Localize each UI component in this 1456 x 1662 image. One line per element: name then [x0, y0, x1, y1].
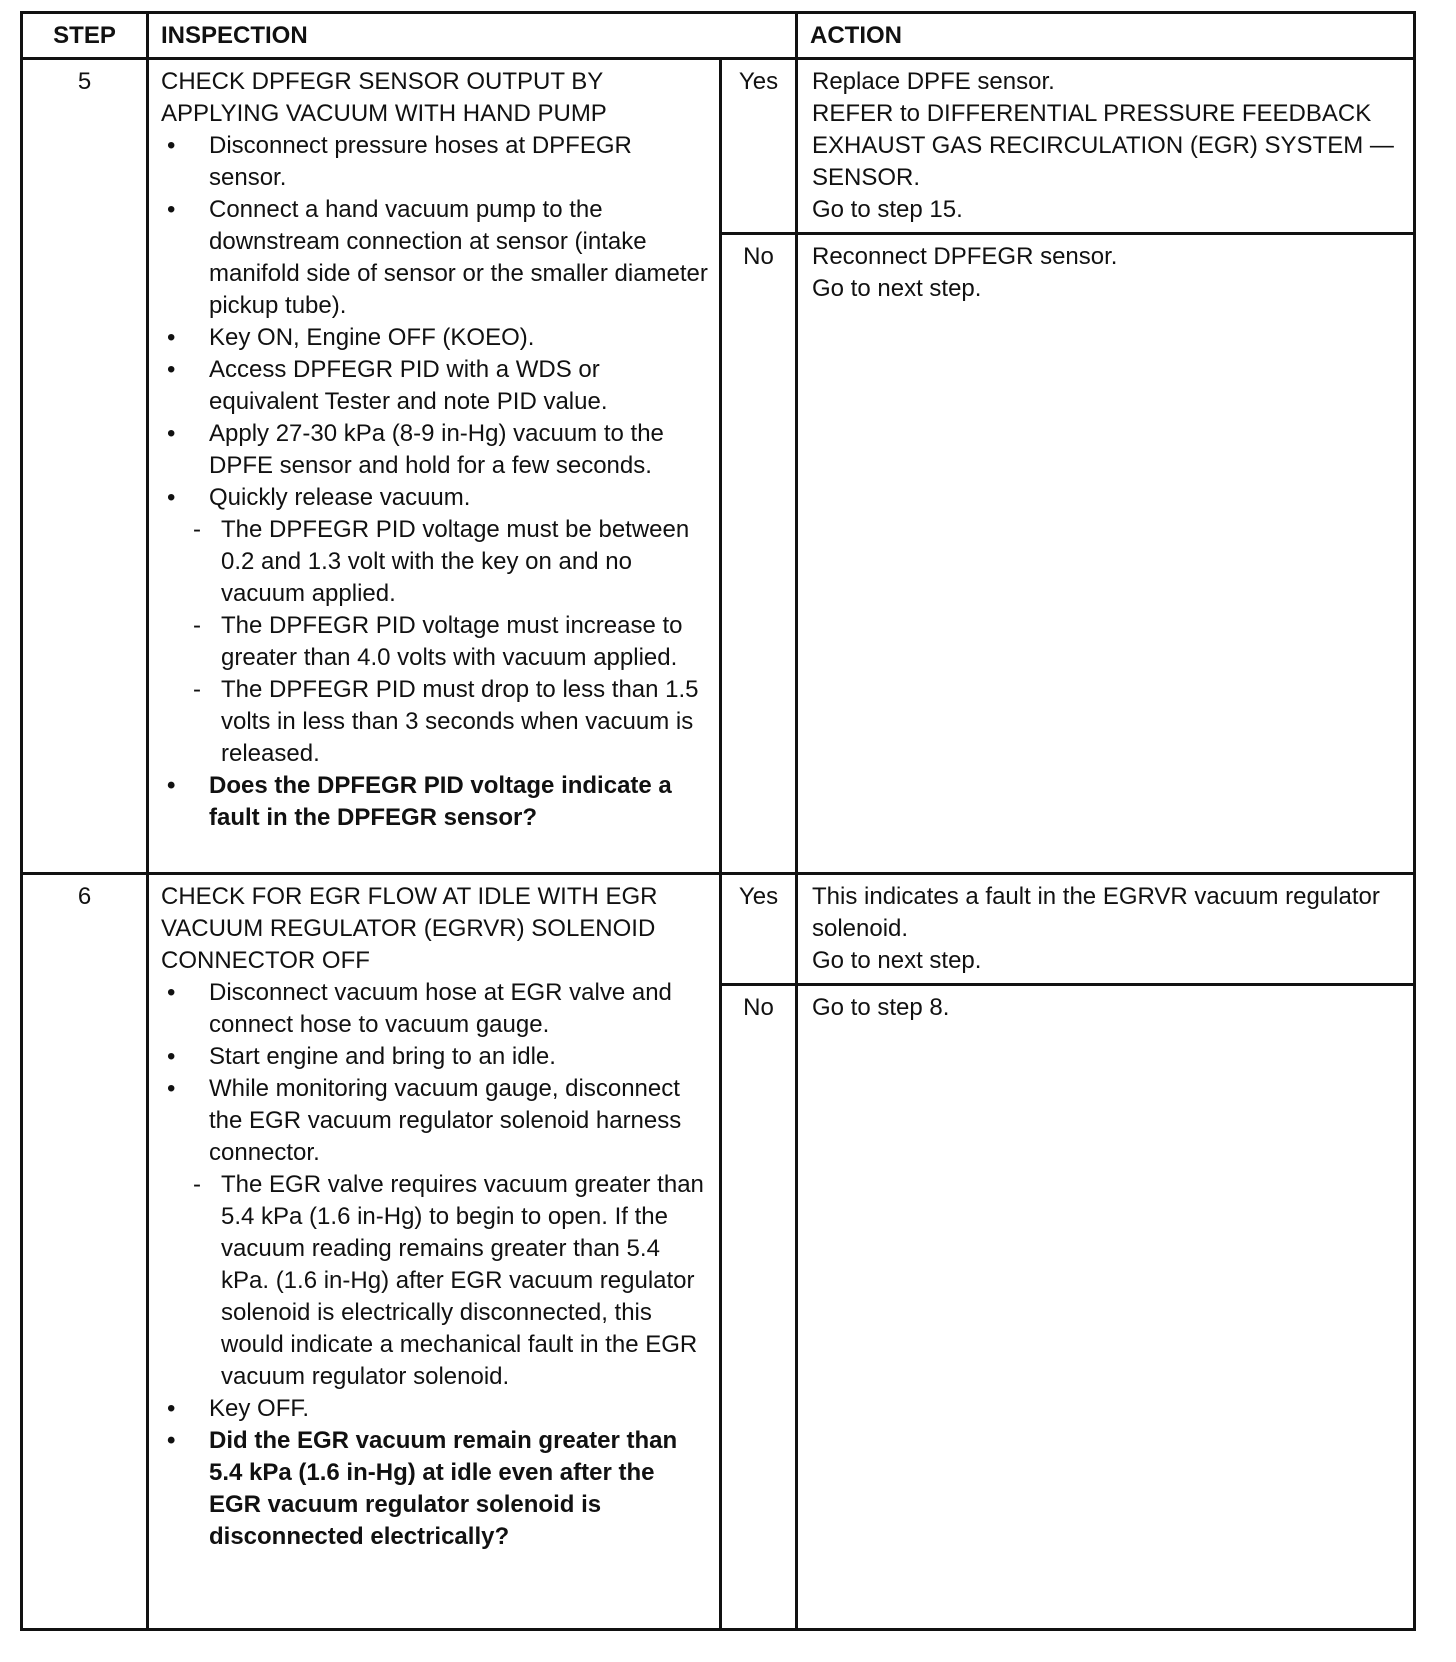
sub-items	[191, 514, 709, 770]
action-line: Reconnect DPFEGR sensor.	[812, 243, 1118, 270]
step-number: 5	[22, 59, 148, 874]
step-5-yes-row	[22, 59, 1415, 234]
step-number: 6	[22, 874, 148, 1630]
yes-action	[797, 874, 1415, 985]
no-label: No	[721, 985, 797, 1630]
action-line: Go to next step.	[812, 275, 982, 302]
step-title: CHECK DPFEGR SENSOR OUTPUT BY APPLYING VACUUM WITH HAND PUMP	[161, 68, 607, 127]
action-line: Replace DPFE sensor.	[812, 68, 1055, 95]
bullet-text: Quickly release vacuum.	[209, 484, 471, 511]
inspection-bullets	[161, 977, 709, 1553]
bullet-item	[161, 482, 709, 770]
header-row	[22, 13, 1415, 59]
step-6-inspection	[148, 874, 721, 1630]
bullet-item: • Start engine and bring to an idle.	[161, 1041, 709, 1073]
bullet-item: • Disconnect pressure hoses at DPFEGR sensor.	[161, 130, 709, 194]
inspection-bullets	[161, 130, 709, 834]
action-line: Go to step 15.	[812, 196, 963, 223]
action-header: ACTION	[797, 13, 1415, 59]
bullet-item: • Disconnect vacuum hose at EGR valve and connect hose to vacuum gauge.	[161, 977, 709, 1041]
bullet-item: • Access DPFEGR PID with a WDS or equivalent Tester and note PID value.	[161, 354, 709, 418]
sub-item: - The DPFEGR PID must drop to less than 1.5 volts in less than 3 seconds when vacuum is released.	[191, 674, 709, 770]
action-line: REFER to DIFFERENTIAL PRESSURE FEEDBACK EXHAUST GAS RECIRCULATION (EGR) SYSTEM — SENSOR.	[812, 100, 1394, 191]
question-item: • Does the DPFEGR PID voltage indicate a fault in the DPFEGR sensor?	[161, 770, 709, 834]
bullet-item: • Apply 27-30 kPa (8-9 in-Hg) vacuum to the DPFE sensor and hold for a few seconds.	[161, 418, 709, 482]
sub-item: - The DPFEGR PID voltage must increase to greater than 4.0 volts with vacuum applied.	[191, 610, 709, 674]
question-item: • Did the EGR vacuum remain greater than 5.4 kPa (1.6 in-Hg) at idle even after the EGR vacuum regulator solenoid is disconnected electrically?	[161, 1425, 709, 1553]
yes-action	[797, 59, 1415, 234]
inspection-header: INSPECTION	[148, 13, 797, 59]
yes-label: Yes	[721, 874, 797, 985]
action-line: Go to next step.	[812, 947, 982, 974]
yes-label: Yes	[721, 59, 797, 234]
diagnostic-table	[20, 11, 1416, 1631]
step-header: STEP	[22, 13, 148, 59]
sub-item: - The DPFEGR PID voltage must be between 0.2 and 1.3 volt with the key on and no vacuum applied.	[191, 514, 709, 610]
bullet-item: • Key OFF.	[161, 1393, 709, 1425]
bullet-text: While monitoring vacuum gauge, disconnect the EGR vacuum regulator solenoid harness connector.	[209, 1075, 682, 1166]
step-6-yes-row	[22, 874, 1415, 985]
action-line: Go to step 8.	[812, 994, 950, 1021]
no-action	[797, 234, 1415, 874]
action-line: This indicates a fault in the EGRVR vacuum regulator solenoid.	[812, 883, 1380, 942]
no-label: No	[721, 234, 797, 874]
step-title: CHECK FOR EGR FLOW AT IDLE WITH EGR VACUUM REGULATOR (EGRVR) SOLENOID CONNECTOR OFF	[161, 883, 658, 974]
bullet-item: • Connect a hand vacuum pump to the downstream connection at sensor (intake manifold side of sensor or the smaller diameter pickup tube).	[161, 194, 709, 322]
sub-items	[191, 1169, 709, 1393]
sub-item: - The EGR valve requires vacuum greater than 5.4 kPa (1.6 in-Hg) to begin to open. If the vacuum reading remains greater than 5.4 kPa. (1.6 in-Hg) after EGR vacuum regulator solenoid is electrically disconnected, this would indicate a mechanical fault in the EGR vacuum regulator solenoid.	[191, 1169, 709, 1393]
bullet-item	[161, 1073, 709, 1393]
no-action	[797, 985, 1415, 1630]
step-5-inspection	[148, 59, 721, 874]
bullet-item: • Key ON, Engine OFF (KOEO).	[161, 322, 709, 354]
